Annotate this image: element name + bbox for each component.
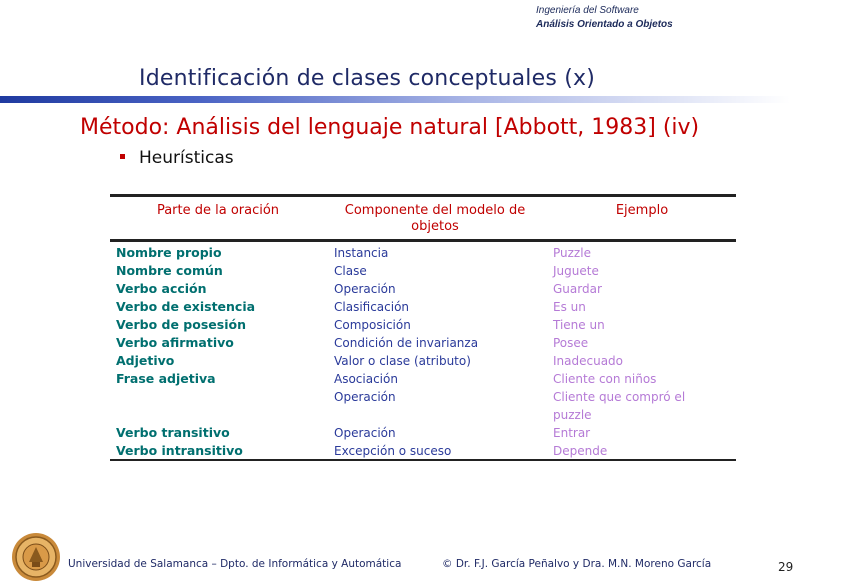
heuristics-table-body xyxy=(116,244,736,460)
cell-example: Tiene un xyxy=(553,318,605,332)
table-row xyxy=(116,334,736,352)
square-bullet-icon xyxy=(120,154,125,159)
column-header-component: Componente del modelo de objetos xyxy=(344,203,526,234)
cell-component: Clase xyxy=(334,264,367,278)
header-line-2: Análisis Orientado a Objetos xyxy=(536,19,673,30)
table-row xyxy=(116,262,736,280)
cell-part: Nombre común xyxy=(116,263,223,278)
table-row xyxy=(116,352,736,370)
cell-part: Nombre propio xyxy=(116,245,222,260)
cell-component: Clasificación xyxy=(334,300,410,314)
cell-component: Excepción o suceso xyxy=(334,444,452,458)
bullet-text: Heurísticas xyxy=(139,148,234,168)
bullet-item xyxy=(120,148,234,168)
cell-part: Verbo de posesión xyxy=(116,317,246,332)
cell-example: Posee xyxy=(553,336,589,350)
table-row xyxy=(116,424,736,442)
table-row xyxy=(116,280,736,298)
cell-example: Juguete xyxy=(553,264,599,278)
cell-component: Asociación xyxy=(334,372,398,386)
cell-example: Cliente que compró el puzzle xyxy=(553,390,686,422)
cell-component: Valor o clase (atributo) xyxy=(334,354,471,368)
table-row xyxy=(116,244,736,262)
header-course-info xyxy=(536,4,836,32)
column-header-example: Ejemplo xyxy=(615,203,669,218)
header-line-1: Ingeniería del Software xyxy=(536,5,639,16)
cell-part: Frase adjetiva xyxy=(116,371,216,386)
cell-example: Es un xyxy=(553,300,586,314)
title-gradient-bar xyxy=(0,96,790,103)
cell-component: Operación xyxy=(334,282,396,296)
cell-example: Entrar xyxy=(553,426,591,440)
column-header-part: Parte de la oración xyxy=(156,203,280,218)
table-row xyxy=(116,316,736,334)
cell-part: Verbo intransitivo xyxy=(116,443,243,458)
table-rule-header xyxy=(110,239,736,242)
cell-component: Condición de invarianza xyxy=(334,336,479,350)
cell-example: Cliente con niños xyxy=(553,372,657,386)
cell-example: Depende xyxy=(553,444,608,458)
cell-part: Verbo acción xyxy=(116,281,207,296)
cell-part: Adjetivo xyxy=(116,353,175,368)
footer-copyright: © Dr. F.J. García Peñalvo y Dra. M.N. Moreno García xyxy=(442,558,712,570)
table-row xyxy=(116,442,736,460)
table-row xyxy=(116,388,736,424)
table-row xyxy=(116,298,736,316)
table-rule-bottom xyxy=(110,459,736,461)
cell-part: Verbo de existencia xyxy=(116,299,256,314)
footer-institution: Universidad de Salamanca – Dpto. de Informática y Automática xyxy=(68,558,402,570)
method-heading: Método: Análisis del lenguaje natural [Abbott, 1983] (iv) xyxy=(80,115,700,140)
table-rule-top xyxy=(110,194,736,197)
cell-example: Guardar xyxy=(553,282,602,296)
table-row xyxy=(116,370,736,388)
cell-component: Composición xyxy=(334,318,411,332)
cell-component: Instancia xyxy=(334,246,389,260)
cell-part: Verbo transitivo xyxy=(116,425,230,440)
cell-example: Inadecuado xyxy=(553,354,624,368)
slide-title: Identificación de clases conceptuales (x) xyxy=(139,66,595,91)
cell-component: Operación xyxy=(334,426,396,440)
cell-example: Puzzle xyxy=(553,246,591,260)
university-seal-icon xyxy=(11,532,61,582)
cell-part: Verbo afirmativo xyxy=(116,335,234,350)
cell-component: Operación xyxy=(334,390,396,404)
page-number: 29 xyxy=(778,560,794,574)
